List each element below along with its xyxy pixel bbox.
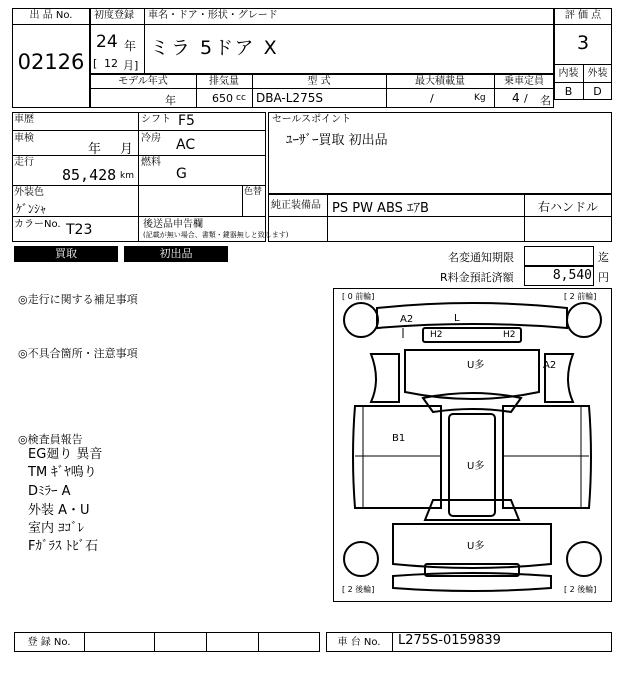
- rear-right-wheel-label: [ 2 後輪]: [564, 585, 597, 594]
- steering-side: 右ハンドル: [537, 200, 598, 214]
- displacement-unit: cc: [236, 93, 246, 103]
- seating-capacity: 4: [512, 91, 520, 105]
- color-number-label: カラーNo.: [14, 219, 61, 230]
- ac-label: 冷房: [141, 133, 161, 144]
- overall-score: 3: [576, 32, 590, 54]
- chassis-number: L275S-0159839: [398, 633, 501, 648]
- exterior-color-label: 外装色: [14, 187, 44, 198]
- rear-right-wheel-icon: [567, 542, 601, 576]
- recycle-fee-label: R料金預託済額: [440, 271, 514, 284]
- mileage-unit: km: [120, 171, 134, 181]
- sales-point-text: ﾕｰｻﾞｰ買取 初出品: [286, 133, 388, 148]
- car-name-label: 車名・ドア・形状・グレード: [148, 10, 278, 21]
- chassis-number-label: 車 台 No.: [337, 637, 381, 648]
- history-label: 車歴: [14, 114, 34, 125]
- driving-notes-title: ◎走行に関する補足事項: [18, 293, 138, 306]
- front-right-wheel-label: [ 2 前輪]: [564, 292, 597, 301]
- registration-year-unit: 年: [124, 39, 137, 53]
- right-body-outline: [503, 406, 591, 508]
- exterior-color-value: ｹﾞﾝｼｬ: [16, 202, 47, 216]
- name-change-deadline-label: 名変通知期限: [448, 251, 514, 264]
- car-outline-drawing: [333, 288, 612, 602]
- model-code: DBA-L275S: [256, 91, 323, 105]
- interior-grade: B: [564, 85, 573, 98]
- inspector-item: Fｶﾞﾗｽ ﾄﾋﾞ石: [28, 539, 99, 554]
- rear-left-wheel-label: [ 2 後輪]: [342, 585, 375, 594]
- first-registration-label: 初度登録: [94, 10, 134, 21]
- registration-month-open: [: [93, 57, 98, 70]
- displacement: 650: [212, 92, 233, 105]
- left-body-outline: [353, 406, 441, 508]
- score-label: 評 価 点: [564, 10, 602, 21]
- lot-number: 02126: [17, 50, 85, 74]
- inspector-item: TM ｷﾞﾔ鳴り: [28, 465, 97, 480]
- registration-month: 12: [104, 57, 118, 70]
- model-year-unit: 年: [165, 94, 176, 107]
- equipment-value: PS PW ABS ｴｱB: [332, 201, 429, 216]
- fuel-label: 燃料: [141, 157, 161, 168]
- shift-value: F5: [178, 113, 195, 129]
- inspector-report-title: ◎検査員報告: [18, 433, 83, 446]
- equipment-label: 純正装備品: [271, 200, 321, 211]
- damage-mark-front-bumper-l: L: [454, 313, 460, 324]
- hood-outline: [405, 350, 539, 399]
- damage-mark-headlight-left-h2: H2: [430, 330, 443, 340]
- mileage-label: 走行: [14, 157, 34, 168]
- color-number-value: T23: [66, 222, 93, 238]
- max-load-slash: /: [430, 92, 434, 105]
- defects-title: ◎不具合箇所・注意事項: [18, 347, 138, 360]
- inspection-label: 車検: [14, 133, 34, 144]
- shift-label: シフト: [141, 114, 171, 125]
- interior-label: 内装: [558, 68, 579, 79]
- fuel-value: G: [176, 166, 187, 182]
- recycle-fee-value: 8,540: [552, 268, 592, 283]
- name-change-deadline-field: [524, 246, 594, 266]
- sales-point-label: セールスポイント: [272, 114, 352, 125]
- first-listing-tag: 初出品: [124, 246, 228, 262]
- aftermarket-note: (記載が無い場合、書類・鍵器無しと致します): [143, 231, 289, 239]
- front-left-wheel-label: [ 0 前輪]: [342, 292, 375, 301]
- left-front-fender-outline: [371, 354, 399, 402]
- front-right-wheel-icon: [567, 303, 601, 337]
- exterior-grade: D: [593, 85, 602, 98]
- aftermarket-label: 後送品申告欄: [143, 219, 203, 230]
- damage-mark-headlight-right-h2: H2: [503, 330, 516, 340]
- recycle-fee-unit: 円: [598, 271, 609, 284]
- registration-number-label: 登 録 No.: [27, 637, 71, 648]
- lot-number-label: 出 品 No.: [29, 10, 73, 21]
- inspector-item: EG廻り 異音: [28, 447, 103, 462]
- ac-value: AC: [176, 137, 196, 153]
- damage-mark-right-fender-a2: A2: [543, 360, 557, 371]
- inspection-year-unit: 年: [88, 142, 102, 157]
- rear-left-wheel-icon: [344, 542, 378, 576]
- inspection-month-unit: 月: [120, 142, 134, 157]
- capacity-label: 乗車定員: [504, 76, 544, 87]
- registration-month-unit: 月]: [123, 59, 139, 72]
- inspector-item: Dﾐﾗｰ A: [28, 484, 71, 499]
- front-left-wheel-icon: [344, 303, 378, 337]
- displacement-label: 排気量: [209, 76, 239, 87]
- model-year-label: モデル年式: [118, 76, 168, 87]
- damage-mark-front-bumper-a2: A2: [400, 314, 414, 325]
- damage-mark-roof-u: U多: [467, 461, 485, 472]
- capacity-unit: 名: [540, 94, 551, 107]
- inspector-item: 外装 A・U: [28, 503, 90, 518]
- inspector-item: 室内 ﾖｺﾞﾚ: [28, 521, 85, 536]
- buyback-tag: 買取: [14, 246, 118, 262]
- name-change-deadline-unit: 迄: [598, 251, 609, 264]
- damage-mark-hood-u: U多: [467, 360, 485, 371]
- exterior-label: 外装: [587, 68, 608, 79]
- max-load-unit: Kg: [474, 93, 486, 103]
- mileage-value: 85,428: [62, 166, 117, 184]
- registration-year: 24: [96, 32, 118, 52]
- damage-mark-left-door-b1: B1: [392, 433, 406, 444]
- capacity-slash: /: [524, 92, 528, 105]
- max-load-label: 最大積載量: [415, 76, 465, 87]
- repaint-label: 色替: [244, 187, 263, 197]
- car-name: ミラ 5ドア X: [150, 37, 279, 59]
- damage-mark-rear-u: U多: [467, 541, 485, 552]
- windshield-outline: [423, 393, 521, 412]
- model-type-label: 型 式: [307, 76, 331, 87]
